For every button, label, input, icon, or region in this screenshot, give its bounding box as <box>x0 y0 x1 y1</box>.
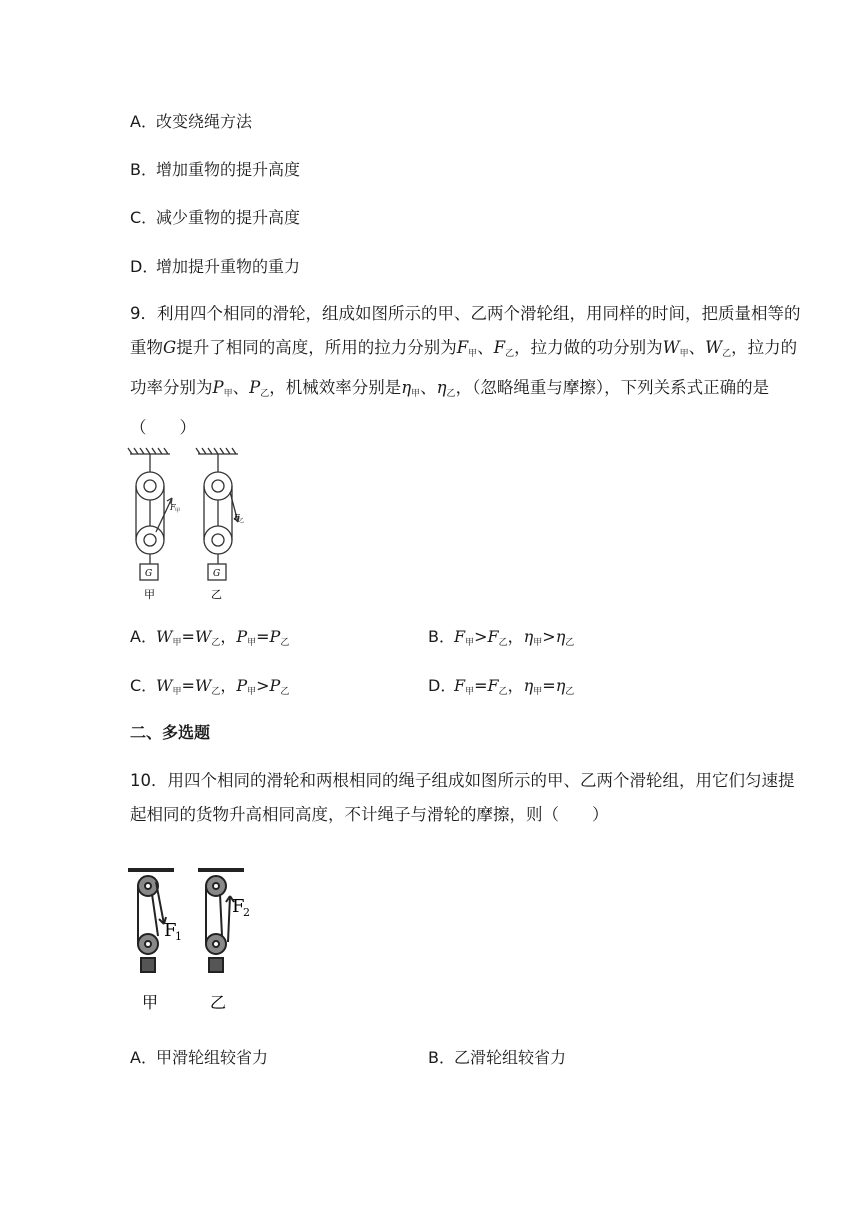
subscript-yi: 乙 <box>505 349 515 359</box>
weight-label: G <box>213 569 221 579</box>
symbol-f: F <box>487 676 499 695</box>
subscript-yi: 乙 <box>565 638 575 648</box>
stem-text-5: 机械效率分别是 <box>285 378 402 397</box>
figure-caption: 甲 <box>144 588 155 601</box>
movable-pulley <box>204 526 232 554</box>
q9-option-d <box>428 676 574 702</box>
force-label: F <box>232 896 245 917</box>
subscript-jia: 甲 <box>247 638 257 648</box>
force-label: F <box>164 920 177 941</box>
subscript-yi: 乙 <box>211 638 221 648</box>
rope <box>228 896 230 942</box>
force-subscript: 1 <box>175 930 182 943</box>
subscript-jia: 甲 <box>172 638 182 648</box>
option-text: 增加重物的提升高度 <box>156 160 301 179</box>
symbol-p: P <box>212 378 224 397</box>
question-number: 10． <box>130 771 168 790</box>
symbol-p: P <box>269 627 281 646</box>
cargo <box>141 958 155 972</box>
symbol-eta: η <box>523 627 534 646</box>
rope <box>152 894 158 936</box>
stem-text-4: 拉力的功率分别为 <box>130 338 798 397</box>
q8-option-b <box>130 160 300 180</box>
stem-text-1: 利用四个相同的滑轮，组成如图所示的甲、乙两个滑轮组，用同样的时间，把质量相等的重物 <box>130 304 801 357</box>
punct: ， <box>507 627 524 646</box>
option-label: A． <box>130 1048 157 1067</box>
option-label: A． <box>130 112 157 131</box>
relation: = <box>181 627 195 646</box>
subscript-jia: 甲 <box>465 638 475 648</box>
pulley-axle <box>213 883 219 889</box>
relation: > <box>474 627 488 646</box>
subscript-jia: 甲 <box>172 687 182 697</box>
q8-option-d <box>130 257 300 277</box>
punct: ， <box>514 338 531 357</box>
symbol-eta: η <box>555 627 566 646</box>
symbol-w: W <box>156 676 173 695</box>
option-label: D． <box>130 257 159 276</box>
question-number: 9． <box>130 304 157 323</box>
subscript-yi: 乙 <box>280 687 290 697</box>
subscript-jia: 甲 <box>533 638 543 648</box>
symbol-p: P <box>236 627 248 646</box>
force-label: F <box>234 513 240 522</box>
figure-caption: 甲 <box>142 993 159 1012</box>
relation: = <box>542 676 556 695</box>
weight-symbol: G <box>163 338 177 357</box>
punct: 、 <box>477 338 494 357</box>
rope <box>156 882 164 924</box>
subscript-jia: 甲 <box>679 349 689 359</box>
pulley-axle <box>144 534 156 546</box>
section-heading: 二、多选题 <box>130 723 211 742</box>
option-label: B． <box>428 1048 455 1067</box>
punct: ， <box>220 627 237 646</box>
weight-label: G <box>145 569 153 579</box>
stem-text-2: 提升了相同的高度，所用的拉力分别为 <box>176 338 457 357</box>
subscript-yi: 乙 <box>722 349 732 359</box>
symbol-f: F <box>454 627 466 646</box>
force-subscript: 2 <box>243 906 250 919</box>
relation: > <box>542 627 556 646</box>
q10-option-b <box>428 1048 566 1068</box>
option-text: 乙滑轮组较省力 <box>454 1048 567 1067</box>
figure-caption: 乙 <box>210 993 227 1012</box>
stem-text: 用四个相同的滑轮和两根相同的绳子组成如图所示的甲、乙两个滑轮组，用它们匀速提起相同的货物升高相同高度，不计绳子与滑轮的摩擦，则（ ） <box>130 771 795 824</box>
punct: ， <box>507 676 524 695</box>
subscript-jia: 甲 <box>411 389 421 399</box>
symbol-w: W <box>194 627 212 646</box>
symbol-w: W <box>705 338 723 357</box>
symbol-eta: η <box>555 676 566 695</box>
subscript-yi: 乙 <box>565 687 575 697</box>
cargo <box>209 958 223 972</box>
q9-option-b <box>428 627 574 653</box>
option-text: 改变绕绳方法 <box>156 112 253 131</box>
option-label: A． <box>130 627 157 646</box>
symbol-w: W <box>194 676 212 695</box>
punct: 、 <box>688 338 706 357</box>
relation: = <box>256 627 270 646</box>
punct: ， <box>220 676 237 695</box>
q10-option-a <box>130 1048 268 1068</box>
subscript-yi: 乙 <box>498 638 508 648</box>
pulley-axle <box>144 480 156 492</box>
fixed-pulley <box>136 472 164 500</box>
subscript-yi: 乙 <box>211 687 221 697</box>
stem-text-3: 拉力做的功分别为 <box>530 338 663 357</box>
subscript-jia: 甲 <box>533 687 543 697</box>
q9-stem <box>130 297 810 445</box>
relation: = <box>181 676 195 695</box>
figure-caption: 乙 <box>211 588 222 601</box>
symbol-f: F <box>487 627 499 646</box>
symbol-p: P <box>236 676 248 695</box>
fixed-pulley <box>204 472 232 500</box>
option-text: 增加提升重物的重力 <box>156 257 301 276</box>
symbol-f: F <box>456 338 469 357</box>
subscript-jia: 甲 <box>468 349 478 359</box>
symbol-f: F <box>493 338 506 357</box>
option-text: 甲滑轮组较省力 <box>156 1048 269 1067</box>
symbol-w: W <box>156 627 173 646</box>
option-label: B． <box>130 160 157 179</box>
option-label: D． <box>428 676 457 695</box>
q9-option-c <box>130 676 289 702</box>
q8-option-c <box>130 208 300 228</box>
force-subscript: 乙 <box>239 518 245 524</box>
subscript-yi: 乙 <box>280 638 290 648</box>
symbol-eta: η <box>523 676 534 695</box>
punct: ， <box>731 338 748 357</box>
subscript-yi: 乙 <box>446 389 456 399</box>
option-text: 减少重物的提升高度 <box>156 208 301 227</box>
subscript-jia: 甲 <box>465 687 475 697</box>
q10-pulley-figure <box>128 866 268 1016</box>
punct: 、 <box>420 378 437 397</box>
option-label: B． <box>428 627 455 646</box>
stem-text-6: （忽略绳重与摩擦），下列关系式正确的是（ ） <box>130 378 770 437</box>
force-subscript: 甲 <box>175 508 181 514</box>
relation: > <box>256 676 270 695</box>
option-label: C． <box>130 676 158 695</box>
symbol-p: P <box>249 378 261 397</box>
option-label: C． <box>130 208 158 227</box>
q8-option-a <box>130 112 252 132</box>
symbol-f: F <box>454 676 466 695</box>
q10-stem <box>130 764 810 832</box>
q9-pulley-figure <box>126 446 246 604</box>
symbol-eta: η <box>436 378 447 397</box>
subscript-jia: 甲 <box>223 389 233 399</box>
rope <box>220 894 222 936</box>
force-label: F <box>170 503 176 512</box>
symbol-eta: η <box>401 378 412 397</box>
symbol-p: P <box>269 676 281 695</box>
punct: 、 <box>232 378 250 397</box>
subscript-jia: 甲 <box>247 687 257 697</box>
ceiling-hatch <box>196 448 236 454</box>
subscript-yi: 乙 <box>498 687 508 697</box>
movable-pulley <box>136 526 164 554</box>
ceiling-hatch <box>128 448 168 454</box>
punct: ， <box>455 378 473 397</box>
relation: = <box>474 676 488 695</box>
symbol-w: W <box>662 338 680 357</box>
subscript-yi: 乙 <box>260 389 270 399</box>
pulley-axle <box>212 480 224 492</box>
pulley-axle <box>213 941 219 947</box>
punct: ， <box>269 378 286 397</box>
pulley-axle <box>145 883 151 889</box>
pulley-axle <box>145 941 151 947</box>
q9-option-a <box>130 627 289 653</box>
pulley-axle <box>212 534 224 546</box>
